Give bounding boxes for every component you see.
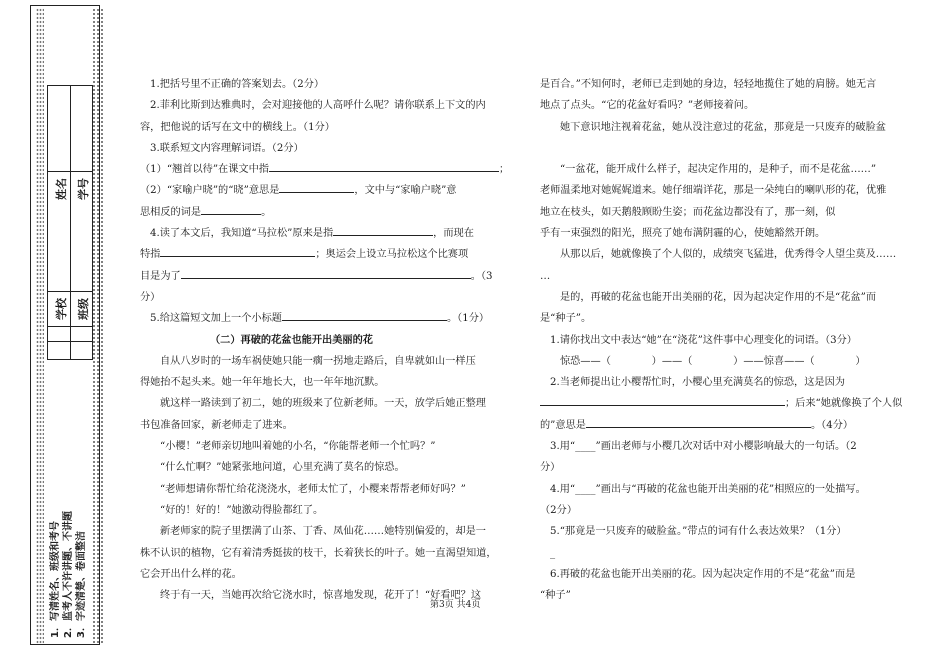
line-prefix: 的”意思是 [540, 419, 586, 431]
left-text-line: 分） [140, 291, 161, 303]
right-text-line: 2.当老师提出让小樱帮忙时，小樱心里充满莫名的惊恐，这是因为 [550, 377, 845, 389]
right-text-line: 4.用“____”画出与“再破的花盆也能开出美丽的花”相照应的一处描写。 [550, 483, 866, 495]
right-text-line: 1.请你找出文中表达“她”在“浇花”这件事中心理变化的词语。（3分） [550, 334, 857, 346]
answer-blank[interactable] [282, 309, 447, 321]
line-suffix: 。（4分） [810, 419, 854, 431]
left-text-line [140, 266, 500, 287]
left-text-line [140, 244, 500, 265]
line-suffix: ； [498, 164, 510, 176]
right-text-line: 是的，再破的花盆也能开出美丽的花，因为起决定作用的不是“花盆”而 [560, 291, 877, 303]
right-text-line: 地点了点头。“它的花盆好看吗？”老师接着问。 [540, 100, 755, 112]
binding-dotted-border [92, 8, 104, 644]
line-suffix: ，而现在 [433, 228, 474, 240]
page-footer: 第3页 共4页 [430, 600, 481, 610]
answer-blank[interactable] [269, 160, 499, 172]
line-suffix: 。（3 [470, 270, 493, 282]
right-text-line: 老师温柔地对她娓娓道来。她仔细端详花，那是一朵纯白的喇叭形的花，优雅 [540, 185, 887, 197]
line-prefix: 5.给这篇短文加上一个小标题 [150, 313, 282, 325]
left-text-line: 自从八岁时的一场车祸使她只能一瘸一拐地走路后，自卑就如山一样压 [160, 355, 476, 367]
class-label: 班级 [77, 298, 90, 320]
left-text-line: “老师想请你帮忙给花浇浇水，老师太忙了，小樱来帮帮老师好吗？” [160, 483, 466, 495]
right-text-line: （2分） [540, 504, 578, 516]
left-text-line: 株不认识的植物，它有着清秀挺拔的枝干，长着狭长的叶子。她一直渴望知道， [140, 547, 497, 559]
left-text-line: 容，把他说的话写在文中的横线上。（1分） [140, 121, 335, 133]
right-text-line: 从那以后，她就像换了个人似的，成绩突飞猛进，优秀得令人望尘莫及…… [560, 249, 897, 261]
right-column [540, 74, 910, 606]
right-text-line [540, 393, 910, 414]
left-text-line: （二）再破的花盆也能开出美丽的花 [210, 333, 373, 346]
left-text-line: 它会开出什么样的花。 [140, 568, 242, 580]
right-text-line: _ [550, 547, 556, 559]
right-text-line: 5.“那竟是一只废弃的破脸盆。”带点的词有什么表达效果？（1分） [550, 526, 847, 538]
left-text-line: “什么忙啊？”她紧张地问道，心里充满了莫名的惊恐。 [160, 462, 405, 474]
left-text-line: 2.菲利比斯到达雅典时，会对迎接他的人高呼什么呢？请你联系上下文的内 [150, 100, 486, 112]
left-text-line: 1.把括号里不正确的答案划去。（2分） [150, 79, 325, 90]
left-text-line: 终于有一天，当她再次给它浇水时，惊喜地发现，花开了！“好看吧？这 [160, 590, 482, 602]
line-prefix: （1）“翘首以待”在课文中指 [140, 164, 269, 176]
left-text-line: 就这样一路读到了初二，她的班级来了位新老师。一天，放学后她正整理 [160, 398, 486, 410]
line-suffix: 。 [261, 206, 272, 218]
exam-notice [46, 400, 86, 640]
right-text-line: … [540, 270, 551, 282]
right-text-line [540, 138, 910, 159]
right-text-line: 她下意识地注视着花盆，她从没注意过的花盆，那竟是一只废弃的破脸盆 [560, 121, 886, 133]
line-prefix: 特指 [140, 249, 161, 261]
right-text-line: 地立在枝头，如天鹅般顾盼生姿；而花盆边都没有了，那一刻，似 [540, 206, 836, 218]
right-text-line: 是“种子”。 [540, 313, 592, 325]
right-text-line: 6.再破的花盆也能开出美丽的花。因为起决定作用的不是“花盆”而是 [550, 568, 856, 580]
left-text-line: 新老师家的院子里摆满了山茶、丁香、凤仙花……她特别偏爱的，却是一 [160, 526, 486, 538]
left-text-line [140, 159, 510, 180]
left-text-line [140, 223, 500, 244]
right-text-line: “种子” [540, 590, 571, 602]
right-text-line: 是百合。”不知何时，老师已走到她的身边，轻轻地揽住了她的肩膀。她无言 [540, 79, 877, 90]
line-prefix: 目是为了 [140, 270, 181, 282]
student-info-table [47, 85, 93, 360]
line-suffix: ；奥运会上设立马拉松这个比赛项 [315, 249, 469, 261]
answer-blank[interactable] [181, 267, 471, 279]
answer-blank[interactable] [333, 224, 433, 236]
left-text-line: “好的！好的！”她激动得脸都红了。 [160, 504, 324, 516]
right-text-line: 分） [540, 462, 561, 474]
binding-dotted-border-inner [36, 8, 44, 644]
answer-blank[interactable] [201, 203, 261, 215]
notice-line-3: 3．字迹清楚、卷面整洁 [76, 531, 87, 638]
line-suffix: ，文中与“家喻户晓”意 [354, 185, 457, 197]
right-text-line: 乎有一束强烈的阳光，照亮了她布满阴霾的心，使她豁然开朗。 [540, 228, 826, 240]
left-text-line [140, 308, 500, 329]
left-text-line: 得她抬不起头来。她一年年地长大，也一年年地沉默。 [140, 377, 385, 389]
right-text-line: 3.用“____”画出老师与小樱几次对话中对小樱影响最大的一句话。（2 [550, 441, 857, 453]
line-suffix: ；后来“她就像换了个人似 [785, 398, 903, 410]
right-text-line: 惊恐——（ ）——（ ）——惊喜——（ ） [560, 355, 866, 367]
name-label: 姓名 [55, 178, 68, 200]
notice-line-2: 2．监考人不许讲题、不讲题 [63, 511, 74, 638]
student-id-label: 学号 [77, 178, 90, 200]
left-text-line [140, 202, 500, 223]
left-text-line [140, 180, 500, 201]
left-text-line: 书包准备回家，新老师走了进来。 [140, 419, 293, 431]
right-text-line [540, 415, 910, 436]
left-text-line: 3.联系短文内容理解词语。（2分） [150, 142, 304, 154]
school-label: 学校 [55, 298, 68, 320]
line-suffix: 。（1分） [446, 313, 490, 325]
left-text-line: “小樱！”老师亲切地叫着她的小名，“你能帮老师一个忙吗？” [160, 441, 436, 453]
line-prefix: 4.读了本文后，我知道“马拉松”原来是指 [150, 228, 334, 240]
answer-blank[interactable] [279, 181, 354, 193]
notice-line-1: 1．写清姓名、班级和考号 [50, 521, 61, 638]
answer-blank[interactable] [586, 416, 811, 428]
line-prefix: （2）“家喻户晓”的“晓”意思是 [140, 185, 280, 197]
right-text-line: “一盆花，能开成什么样子，起决定作用的，是种子，而不是花盆……” [560, 164, 877, 176]
line-prefix: 思相反的词是 [140, 206, 202, 218]
answer-blank[interactable] [160, 245, 315, 257]
left-column [140, 74, 510, 606]
answer-blank[interactable] [540, 394, 785, 406]
